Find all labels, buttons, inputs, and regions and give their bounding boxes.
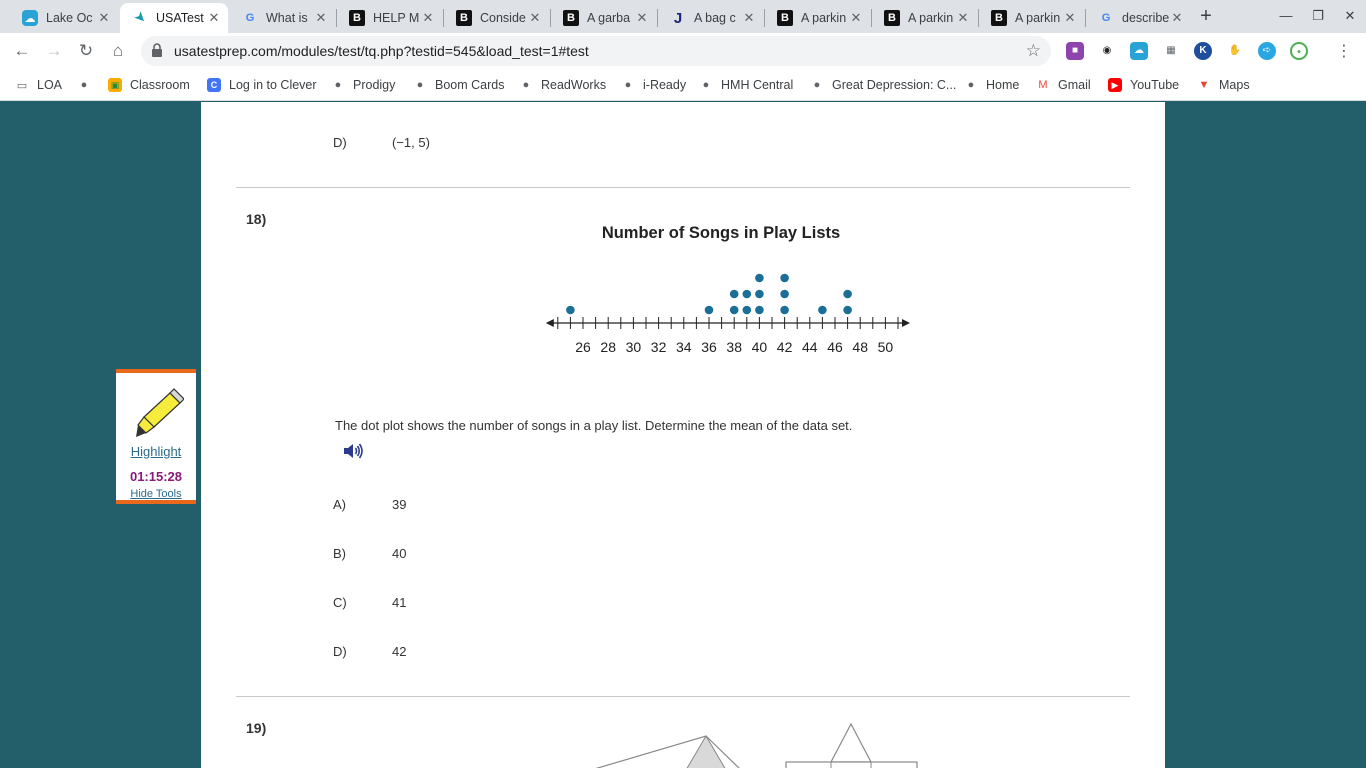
tick-label: 32 — [650, 339, 667, 355]
tab-strip — [0, 0, 1366, 33]
browser-tab[interactable] — [658, 3, 763, 33]
extension-compass-icon[interactable]: ➪ — [1258, 42, 1276, 60]
google-icon: G — [1101, 12, 1111, 24]
tab-title: A garba — [587, 11, 631, 25]
data-dot — [755, 274, 764, 283]
bookmark-label: YouTube — [1130, 78, 1180, 92]
tab-close-icon[interactable]: ✕ — [636, 10, 648, 25]
bookmark-label: Prodigy — [353, 78, 396, 92]
bookmark-item[interactable] — [621, 75, 686, 95]
browser-tab[interactable] — [444, 3, 549, 33]
dot-plot-chart — [541, 212, 921, 362]
data-dot — [843, 290, 852, 299]
data-dot — [780, 306, 789, 315]
browser-tab[interactable] — [765, 3, 870, 33]
browser-tab[interactable] — [979, 3, 1084, 33]
data-dot — [730, 306, 739, 315]
tab-close-icon[interactable]: ✕ — [850, 10, 862, 25]
tick-label: 36 — [701, 339, 717, 355]
bookmark-label: Classroom — [130, 78, 190, 92]
bookmark-label: Log in to Clever — [229, 78, 317, 92]
browser-tab[interactable] — [10, 3, 118, 33]
tab-title: A parkin — [1015, 11, 1061, 25]
bookmark-item[interactable] — [964, 75, 1019, 95]
extension-thumb-icon[interactable]: ✋ — [1226, 42, 1244, 60]
reload-icon[interactable]: ↻ — [78, 41, 94, 60]
question-prompt: The dot plot shows the number of songs in a play list. Determine the mean of the data set. — [335, 418, 853, 433]
tab-close-icon[interactable]: ✕ — [208, 10, 220, 25]
restore-icon[interactable]: ❐ — [1312, 8, 1324, 23]
classroom-icon: ▣ — [108, 78, 122, 92]
data-dot — [566, 306, 575, 315]
option-letter[interactable]: D) — [333, 644, 347, 659]
extension-k-icon[interactable]: K — [1194, 42, 1212, 60]
tab-title: A bag c — [694, 11, 736, 25]
globe-icon: ● — [334, 79, 342, 91]
data-dot — [743, 306, 752, 315]
tab-title: HELP M — [373, 11, 420, 25]
bookmark-label: Gmail — [1058, 78, 1091, 92]
test-page — [201, 102, 1165, 768]
data-dot — [705, 306, 714, 315]
browser-tab[interactable] — [551, 3, 656, 33]
cursor-icon: ➤ — [129, 8, 150, 29]
j-icon: J — [673, 9, 683, 27]
tick-label: 40 — [751, 339, 768, 355]
tools-panel — [116, 369, 196, 504]
url-text[interactable]: usatestprep.com/modules/test/tq.php?testid=545&load_test=1#test — [174, 43, 589, 59]
bookmark-item[interactable] — [15, 75, 62, 95]
tick-label: 42 — [776, 339, 793, 355]
question-number: 19) — [246, 720, 267, 736]
question-divider — [236, 696, 1130, 697]
hide-tools-link[interactable]: Hide Tools — [130, 488, 182, 500]
brainly-icon: B — [884, 10, 900, 26]
tick-label: 46 — [827, 339, 843, 355]
bookmark-label: Boom Cards — [435, 78, 505, 92]
bookmark-label: LOA — [37, 78, 63, 92]
forward-arrow-icon[interactable]: → — [45, 41, 63, 60]
brainly-icon: B — [349, 10, 365, 26]
bookmark-label: Home — [986, 78, 1020, 92]
bookmark-item[interactable] — [1036, 75, 1091, 95]
data-dot — [730, 290, 739, 299]
question-divider — [236, 187, 1130, 188]
bookmark-item[interactable] — [1108, 75, 1179, 95]
brainly-icon: B — [991, 10, 1007, 26]
tab-close-icon[interactable]: ✕ — [315, 10, 327, 25]
option-value[interactable]: 39 — [392, 497, 407, 512]
tick-label: 48 — [852, 339, 868, 355]
tab-title: USATest — [156, 11, 204, 25]
menu-kebab-icon[interactable]: ⋮ — [1336, 43, 1352, 60]
data-dot — [755, 306, 764, 315]
back-arrow-icon[interactable]: ← — [13, 41, 31, 60]
brainly-icon: B — [777, 10, 793, 26]
extension-puzzle-icon[interactable]: ■ — [1066, 42, 1084, 60]
bookmark-star-icon[interactable]: ☆ — [1025, 41, 1041, 60]
browser-tab[interactable] — [1086, 3, 1191, 33]
extension-grid-icon[interactable]: ▦ — [1162, 42, 1180, 60]
globe-icon: ● — [702, 79, 710, 91]
data-dot — [743, 290, 752, 299]
extension-circle-icon[interactable]: • — [1290, 42, 1308, 60]
browser-tab[interactable] — [872, 3, 977, 33]
tick-label: 50 — [877, 339, 894, 355]
bookmark-item[interactable] — [331, 75, 395, 95]
highlighter-icon[interactable] — [130, 387, 184, 439]
bookmarks-bar — [0, 69, 1366, 101]
prev-option-d-value[interactable]: (−1, 5) — [392, 135, 430, 150]
globe-icon: ● — [813, 79, 821, 91]
data-dot — [780, 290, 789, 299]
folder-icon: ▭ — [16, 79, 28, 92]
extension-cloud-icon[interactable]: ☁ — [1130, 42, 1148, 60]
browser-tab[interactable] — [120, 3, 228, 33]
tab-title: A parkin — [908, 11, 954, 25]
tab-close-icon[interactable]: ✕ — [1064, 10, 1076, 25]
axis-arrow-right — [902, 319, 910, 327]
option-value[interactable]: 41 — [392, 595, 407, 610]
bookmark-label: Maps — [1219, 78, 1250, 92]
clever-icon: C — [207, 78, 221, 92]
tab-close-icon[interactable]: ✕ — [743, 10, 755, 25]
tab-close-icon[interactable]: ✕ — [957, 10, 969, 25]
tick-label: 26 — [575, 339, 591, 355]
new-tab-button[interactable]: + — [1200, 5, 1212, 27]
window-close-icon[interactable]: ✕ — [1344, 8, 1356, 23]
tab-title: A parkin — [801, 11, 847, 25]
option-letter[interactable]: B) — [333, 546, 346, 561]
prev-option-d-letter[interactable]: D) — [333, 135, 347, 150]
tick-label: 28 — [600, 339, 616, 355]
highlight-link[interactable]: Highlight — [130, 444, 182, 459]
globe-icon: ● — [80, 79, 88, 91]
bookmark-item[interactable] — [1197, 75, 1250, 95]
bookmark-item[interactable] — [519, 75, 606, 95]
brainly-icon: B — [456, 10, 472, 26]
cloud-icon: ☁ — [22, 10, 38, 26]
tab-title: What is — [266, 11, 308, 25]
extension-spy-icon[interactable]: ◉ — [1098, 42, 1116, 60]
maps-icon: ▼ — [1198, 79, 1210, 91]
globe-icon: ● — [967, 79, 975, 91]
option-letter[interactable]: C) — [333, 595, 347, 610]
bookmark-item[interactable] — [108, 75, 190, 95]
tick-label: 30 — [625, 339, 642, 355]
tab-close-icon[interactable]: ✕ — [98, 10, 110, 25]
bookmark-label: HMH Central — [721, 78, 794, 92]
bookmark-item[interactable] — [699, 75, 793, 95]
globe-icon: ● — [624, 79, 632, 91]
tick-label: 34 — [676, 339, 692, 355]
test-timer: 01:15:28 — [129, 469, 183, 484]
axis-arrow-left — [546, 319, 554, 327]
option-value[interactable]: 40 — [392, 546, 407, 561]
data-dot — [818, 306, 827, 315]
bookmark-label: Great Depression: C... — [832, 78, 957, 92]
globe-icon: ● — [522, 79, 530, 91]
tab-close-icon[interactable]: ✕ — [422, 10, 434, 25]
gmail-icon: M — [1038, 79, 1048, 91]
bookmark-item[interactable] — [413, 75, 504, 95]
tab-title: describe — [1122, 11, 1169, 25]
bookmark-item[interactable] — [810, 75, 956, 95]
option-value[interactable]: 42 — [392, 644, 407, 659]
browser-tab[interactable] — [230, 3, 335, 33]
browser-tab[interactable] — [337, 3, 442, 33]
address-bar[interactable] — [141, 36, 1051, 66]
tab-close-icon[interactable]: ✕ — [529, 10, 541, 25]
bookmark-item[interactable] — [207, 75, 317, 95]
minimize-icon[interactable]: — — [1279, 8, 1293, 23]
tab-close-icon[interactable]: ✕ — [1171, 10, 1183, 25]
option-letter[interactable]: A) — [333, 497, 346, 512]
lock-icon — [151, 43, 165, 59]
data-dot — [755, 290, 764, 299]
tab-title: Lake Oc — [46, 11, 93, 25]
question-number: 18) — [246, 211, 267, 227]
tab-title: Conside — [480, 11, 526, 25]
data-dot — [843, 306, 852, 315]
bookmark-label: i-Ready — [643, 78, 687, 92]
home-icon[interactable]: ⌂ — [112, 41, 124, 60]
youtube-icon: ▶ — [1108, 78, 1122, 92]
browser-toolbar — [0, 33, 1366, 69]
bookmark-item[interactable] — [77, 75, 99, 95]
tick-label: 44 — [802, 339, 818, 355]
google-icon: G — [245, 12, 255, 24]
question-19-figure — [581, 720, 921, 768]
globe-icon: ● — [416, 79, 424, 91]
chart-title: Number of Songs in Play Lists — [601, 224, 841, 242]
speaker-icon[interactable] — [342, 442, 364, 460]
brainly-icon: B — [563, 10, 579, 26]
tick-label: 38 — [726, 339, 742, 355]
bookmark-label: ReadWorks — [541, 78, 607, 92]
data-dot — [780, 274, 789, 283]
